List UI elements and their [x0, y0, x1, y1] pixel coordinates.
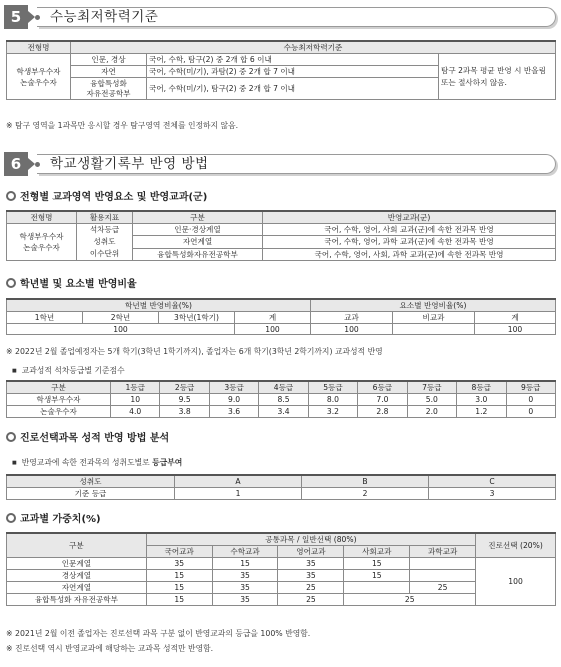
header-cell: 2등급: [160, 381, 209, 394]
row-label: 기준 등급: [7, 488, 175, 500]
note: ※ 2021년 2월 이전 졸업자는 진로선택 과목 구분 없이 반영교과의 등급을 100% 반영함.: [6, 629, 311, 638]
value-cell: 3: [429, 488, 556, 500]
career-cell: 100: [476, 558, 556, 606]
table-row: [7, 594, 556, 606]
section-title: 학교생활기록부 반영 방법: [50, 156, 209, 172]
row-label: 논술우수자: [7, 406, 111, 418]
row-label: 자연계열: [7, 582, 147, 594]
header-cell: 6등급: [358, 381, 407, 394]
value-cell: [410, 570, 476, 582]
ratio-table: [6, 298, 556, 335]
header-cell: 학년별 반영비율(%): [7, 299, 311, 312]
remark-cell: 탐구 2과목 평균 반영 시 반올림 또는 절사하지 않음.: [439, 54, 556, 100]
header-cell: 요소별 반영비율(%): [311, 299, 556, 312]
value-cell: 100: [7, 324, 235, 335]
min-score-table: [6, 40, 556, 100]
section-5-header: [4, 5, 556, 29]
circle-bullet-icon: [6, 191, 16, 201]
value-cell: 1.2: [457, 406, 506, 418]
row-label: 학생부우수자: [7, 394, 111, 406]
value-cell: 100: [311, 324, 393, 335]
value-cell: 5.0: [407, 394, 456, 406]
value-cell: 15: [146, 570, 212, 582]
header-cell: 진로선택 (20%): [476, 533, 556, 558]
subheading-text: 전형별 교과영역 반영요소 및 반영교과(군): [20, 192, 208, 203]
row-label: 융합특성화 자유전공학부: [7, 594, 147, 606]
header-cell: 공통과목 / 일반선택 (80%): [146, 533, 475, 546]
col-cell: 1학년: [7, 312, 83, 324]
dot-icon: [35, 162, 40, 167]
note: ※ 2022년 2월 졸업예정자는 5개 학기(3학년 1학기까지), 졸업자는 6개 학기(3학년 2학기까지) 교과성적 반영: [6, 347, 383, 356]
circle-bullet-icon: [6, 513, 16, 523]
value-cell: 8.0: [308, 394, 357, 406]
header-cell: C: [429, 475, 556, 488]
value-cell: 3.8: [160, 406, 209, 418]
header-cell: 9등급: [506, 381, 556, 394]
category-cell: 융합특성화자유전공학부: [133, 248, 263, 260]
value-cell: 25: [278, 594, 344, 606]
req-cell: 국어, 수학, 탐구(2) 중 2개 합 6 이내: [147, 54, 439, 66]
value-cell: 25: [278, 582, 344, 594]
value-cell: 3.2: [308, 406, 357, 418]
subheading: [6, 278, 137, 292]
section-number: 6: [4, 152, 28, 176]
circle-bullet-icon: [6, 432, 16, 442]
subheader-cell: 영어교과: [278, 546, 344, 558]
header-cell: 1등급: [111, 381, 160, 394]
subjects-cell: 국어, 수학, 영어, 사회, 과학 교과(군)에 속한 전과목 반영: [263, 248, 556, 260]
subheading: [6, 191, 207, 205]
subject-table: [6, 210, 556, 261]
value-cell: [344, 582, 410, 594]
header-cell: 구분: [7, 381, 111, 394]
value-cell: [410, 558, 476, 570]
header-cell: 구분: [133, 211, 263, 224]
header-cell: 구분: [7, 533, 147, 558]
value-cell: 3.0: [457, 394, 506, 406]
header-cell: 5등급: [308, 381, 357, 394]
row-label: 경상계열: [7, 570, 147, 582]
subheading-text: 학년별 및 요소별 반영비율: [20, 279, 137, 290]
value-cell: 35: [278, 558, 344, 570]
subheading-text: 진로선택과목 성적 반영 방법 분석: [20, 433, 170, 444]
subheader-cell: 국어교과: [146, 546, 212, 558]
col-cell: 2학년: [83, 312, 159, 324]
header-cell: 7등급: [407, 381, 456, 394]
header-cell: 반영교과(군): [263, 211, 556, 224]
circle-bullet-icon: [6, 278, 16, 288]
value-cell: 15: [146, 582, 212, 594]
table-row: [7, 394, 556, 406]
value-cell: 7.0: [358, 394, 407, 406]
table-row: [7, 558, 556, 570]
header-type: 전형명: [7, 41, 71, 54]
bullet-text-plain: 반영교과에 속한 전과목의 성취도별로: [21, 458, 153, 467]
value-cell: 0: [506, 394, 556, 406]
header-cell: 활용지표: [77, 211, 133, 224]
category-cell: 인문·경상계열: [133, 224, 263, 236]
value-cell: 4.0: [111, 406, 160, 418]
grade-score-table: [6, 380, 556, 418]
col-cell: 계: [475, 312, 556, 324]
col-cell: 계: [235, 312, 311, 324]
indicator-cell: 석차등급 성취도 이수단위: [77, 224, 133, 261]
value-cell: [393, 324, 475, 335]
weight-table: [6, 532, 556, 606]
arrow-icon: [28, 158, 35, 170]
subheader-cell: 사회교과: [344, 546, 410, 558]
col-cell: 비교과: [393, 312, 475, 324]
value-cell: 8.5: [259, 394, 308, 406]
subjects-cell: 국어, 수학, 영어, 과학 교과(군)에 속한 전과목 반영: [263, 236, 556, 248]
header-cell: A: [175, 475, 302, 488]
col-cell: 교과: [311, 312, 393, 324]
subheader-cell: 수학교과: [212, 546, 278, 558]
value-cell: 100: [475, 324, 556, 335]
value-cell: 15: [344, 570, 410, 582]
req-cell: 국어, 수학(미/기), 과탐(2) 중 2개 합 7 이내: [147, 66, 439, 78]
table-row: [7, 570, 556, 582]
value-cell: 35: [212, 582, 278, 594]
track-cell: 자연: [71, 66, 147, 78]
achievement-table: [6, 474, 556, 500]
value-cell: 9.5: [160, 394, 209, 406]
value-cell: 100: [235, 324, 311, 335]
track-cell: 인문, 경상: [71, 54, 147, 66]
value-cell: 2.8: [358, 406, 407, 418]
track-cell: 융합특성화 자유전공학부: [71, 78, 147, 100]
header-cell: 8등급: [457, 381, 506, 394]
subheading: [6, 432, 169, 446]
dot-icon: [35, 15, 40, 20]
value-cell: 35: [212, 570, 278, 582]
arrow-icon: [28, 11, 35, 23]
subheading-text: 교과별 가중치(%): [20, 514, 101, 525]
value-cell: 25: [410, 582, 476, 594]
section-6-header: [4, 152, 556, 176]
value-cell: 15: [146, 594, 212, 606]
bullet-text: [12, 457, 182, 468]
bullet-text: ■ 교과성적 석차등급별 기준점수: [12, 365, 125, 376]
value-cell: 2: [302, 488, 429, 500]
header-cell: 4등급: [259, 381, 308, 394]
header-cell: B: [302, 475, 429, 488]
value-cell: 35: [278, 570, 344, 582]
category-cell: 자연계열: [133, 236, 263, 248]
value-cell: 2.0: [407, 406, 456, 418]
value-cell: 35: [146, 558, 212, 570]
value-cell: 0: [506, 406, 556, 418]
subheader-cell: 과학교과: [410, 546, 476, 558]
header-cell: 전형명: [7, 211, 77, 224]
value-cell: 35: [212, 594, 278, 606]
value-cell: 9.0: [209, 394, 258, 406]
header-cell: 3등급: [209, 381, 258, 394]
value-cell: 15: [212, 558, 278, 570]
value-cell: 15: [344, 558, 410, 570]
value-cell: 3.6: [209, 406, 258, 418]
table-row: [7, 406, 556, 418]
note: ※ 탐구 영역을 1과목만 응시할 경우 탐구영역 전체를 인정하지 않음.: [6, 121, 239, 130]
note: ※ 진로선택 역시 반영교과에 해당하는 교과목 성적만 반영함.: [6, 644, 214, 653]
section-number: 5: [4, 5, 28, 29]
value-cell: 3.4: [259, 406, 308, 418]
col-cell: 3학년(1학기): [159, 312, 235, 324]
type-cell: 학생부우수자 논술우수자: [7, 54, 71, 100]
section-title: 수능최저학력기준: [50, 9, 159, 25]
table-row: [7, 582, 556, 594]
value-cell: 1: [175, 488, 302, 500]
type-cell: 학생부우수자 논술우수자: [7, 224, 77, 261]
value-cell: 10: [111, 394, 160, 406]
bullet-text-bold: 등급부여: [152, 458, 183, 467]
header-criteria: 수능최저학력기준: [71, 41, 556, 54]
req-cell: 국어, 수학(미/기), 탐구(2) 중 2개 합 7 이내: [147, 78, 439, 100]
row-label: 인문계열: [7, 558, 147, 570]
value-cell: 25: [344, 594, 476, 606]
subheading: [6, 513, 101, 527]
header-cell: 성취도: [7, 475, 175, 488]
subjects-cell: 국어, 수학, 영어, 사회 교과(군)에 속한 전과목 반영: [263, 224, 556, 236]
